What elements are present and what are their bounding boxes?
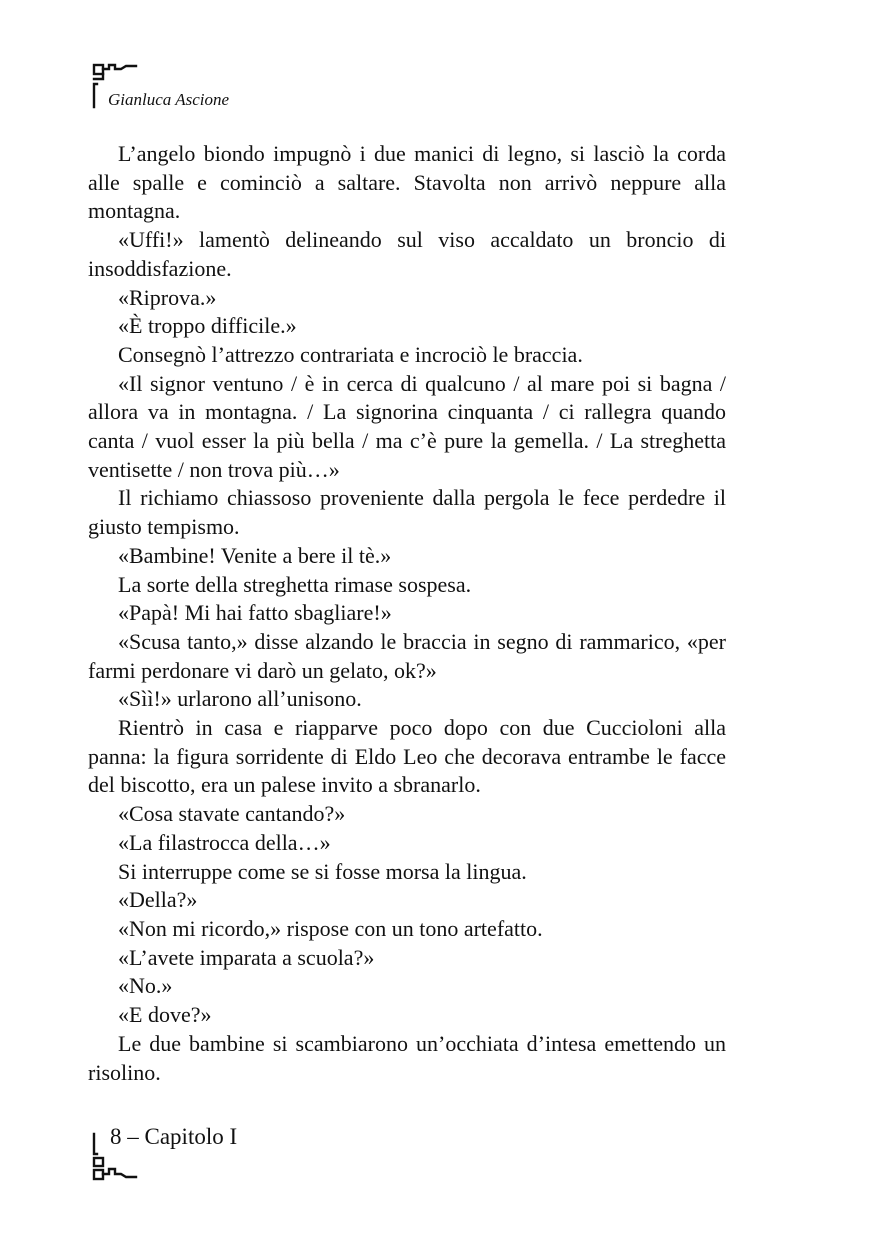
paragraph: «Della?» — [118, 887, 198, 913]
paragraph: «Bambine! Venite a bere il tè.» — [118, 542, 392, 568]
paragraph: «L’avete imparata a scuola?» — [118, 944, 375, 970]
paragraph: «La filastrocca della…» — [118, 829, 331, 855]
paragraph: Si interruppe come se si fosse morsa la lingua. — [118, 858, 527, 884]
paragraph: Le due bambine si scambiarono un’occhiata d’intesa emettendo un risolino. — [88, 1030, 726, 1085]
running-footer — [88, 1124, 388, 1184]
paragraph: «Uffi!» lamentò delineando sul viso accaldato un broncio di insoddisfazione. — [88, 227, 726, 281]
paragraph: «Sìì!» urlarono all’unisono. — [118, 686, 362, 712]
paragraph: «È troppo difficile.» — [118, 313, 297, 339]
running-header — [88, 60, 388, 112]
paragraph: «Riprova.» — [118, 284, 217, 310]
paragraph: «No.» — [118, 973, 173, 999]
paragraph: «Cosa stavate cantando?» — [118, 801, 346, 827]
paragraph: La sorte della streghetta rimase sospesa. — [118, 571, 472, 597]
paragraph: Consegnò l’attrezzo contrariata e incrociò le braccia. — [118, 341, 583, 367]
paragraph: «Il signor ventuno / è in cerca di qualcuno / al mare poi si bagna / allora va in montagna. / La signorina cinquanta / ci rallegra quando canta / vuol esser la più bella / ma c’è pure la gemella. / La streghetta ventisette / non trova più…» — [88, 370, 726, 482]
paragraph: «Papà! Mi hai fatto sbagliare!» — [118, 600, 392, 626]
paragraph: «E dove?» — [118, 1002, 212, 1028]
paragraph: L’angelo biondo impugnò i due manici di legno, si lasciò la corda alle spalle e cominciò a saltare. Stavolta non arrivò neppure alla montagna. — [88, 141, 726, 224]
author-name: Gianluca Ascione — [108, 90, 230, 109]
page-folio: 8 – Capitolo I — [110, 1124, 238, 1149]
paragraph: Il richiamo chiassoso proveniente dalla pergola le fece perdedre il giusto tempismo. — [88, 485, 726, 540]
paragraph: «Scusa tanto,» disse alzando le braccia in segno di rammarico, «per farmi perdonare vi darò un gelato, ok?» — [88, 628, 726, 683]
paragraph: «Non mi ricordo,» rispose con un tono artefatto. — [118, 915, 543, 941]
paragraph: Rientrò in casa e riapparve poco dopo con due Cuccioloni alla panna: la figura sorridente di Eldo Leo che decorava entrambe le facce del biscotto, era un palese invito a sbranarlo. — [88, 715, 726, 798]
body-text — [88, 140, 726, 1087]
